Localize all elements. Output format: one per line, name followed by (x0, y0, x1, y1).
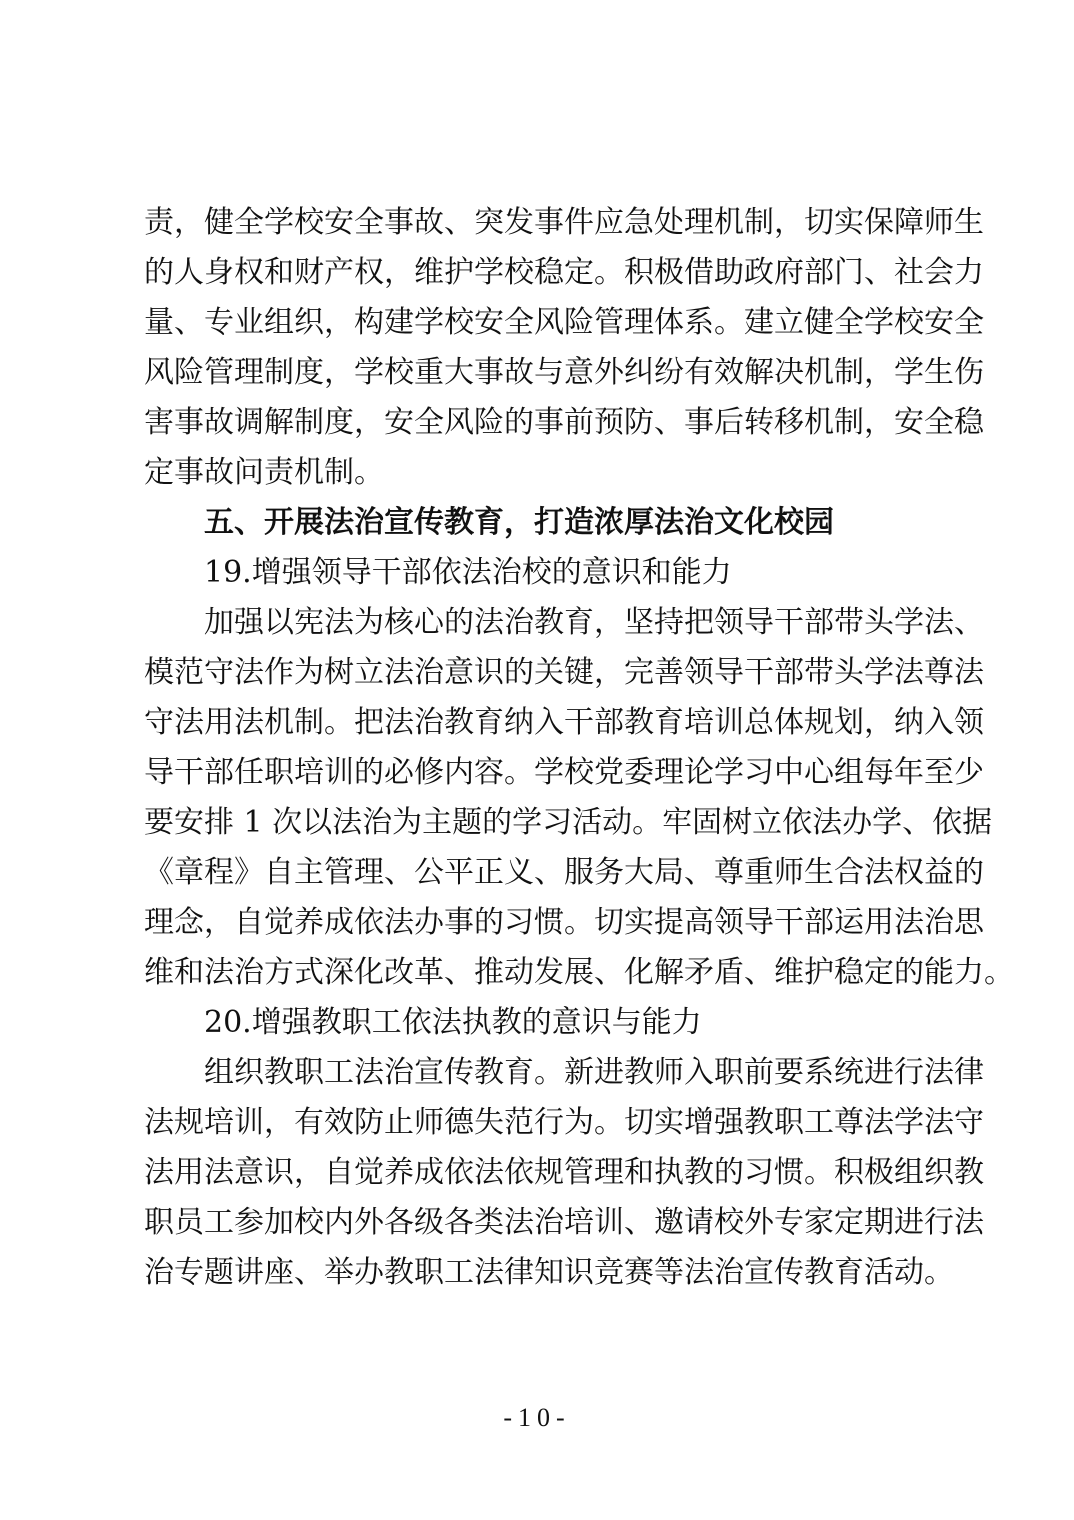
paragraph-line: 责，健全学校安全事故、突发事件应急处理机制，切实保障师生 (144, 205, 984, 240)
paragraph-line: 法用法意识，自觉养成依法依规管理和执教的习惯。积极组织教 (144, 1155, 984, 1190)
paragraph-line: 定事故问责机制。 (144, 455, 384, 490)
paragraph-line: 职员工参加校内外各级各类法治培训、邀请校外专家定期进行法 (144, 1205, 984, 1240)
paragraph-line: 导干部任职培训的必修内容。学校党委理论学习中心组每年至少 (144, 755, 984, 790)
paragraph-line: 模范守法作为树立法治意识的关键，完善领导干部带头学法尊法 (144, 655, 984, 690)
paragraph-line: 治专题讲座、举办教职工法律知识竞赛等法治宣传教育活动。 (144, 1255, 954, 1290)
paragraph-line: 维和法治方式深化改革、推动发展、化解矛盾、维护稳定的能力。 (144, 955, 1014, 990)
paragraph-line: 理念，自觉养成依法办事的习惯。切实提高领导干部运用法治思 (144, 905, 984, 940)
page-number: -10- (503, 1403, 571, 1432)
item-19-title: 19.增强领导干部依法治校的意识和能力 (204, 555, 732, 590)
paragraph-line: 的人身权和财产权，维护学校稳定。积极借助政府部门、社会力 (144, 255, 984, 290)
paragraph-line: 法规培训，有效防止师德失范行为。切实增强教职工尊法学法守 (144, 1105, 984, 1140)
paragraph-line: 量、专业组织，构建学校安全风险管理体系。建立健全学校安全 (144, 305, 984, 340)
paragraph-line: 守法用法机制。把法治教育纳入干部教育培训总体规划，纳入领 (144, 705, 984, 740)
section-heading: 五、开展法治宣传教育，打造浓厚法治文化校园 (204, 505, 834, 540)
paragraph-line: 《章程》自主管理、公平正义、服务大局、尊重师生合法权益的 (144, 855, 984, 890)
item-20-title: 20.增强教职工依法执教的意识与能力 (204, 1005, 702, 1040)
paragraph-line: 要安排 1 次以法治为主题的学习活动。牢固树立依法办学、依据 (144, 805, 993, 840)
paragraph-line: 风险管理制度，学校重大事故与意外纠纷有效解决机制，学生伤 (144, 355, 984, 390)
paragraph-line: 组织教职工法治宣传教育。新进教师入职前要系统进行法律 (204, 1055, 984, 1090)
paragraph-line: 害事故调解制度，安全风险的事前预防、事后转移机制，安全稳 (144, 405, 984, 440)
paragraph-line: 加强以宪法为核心的法治教育，坚持把领导干部带头学法、 (204, 605, 984, 640)
